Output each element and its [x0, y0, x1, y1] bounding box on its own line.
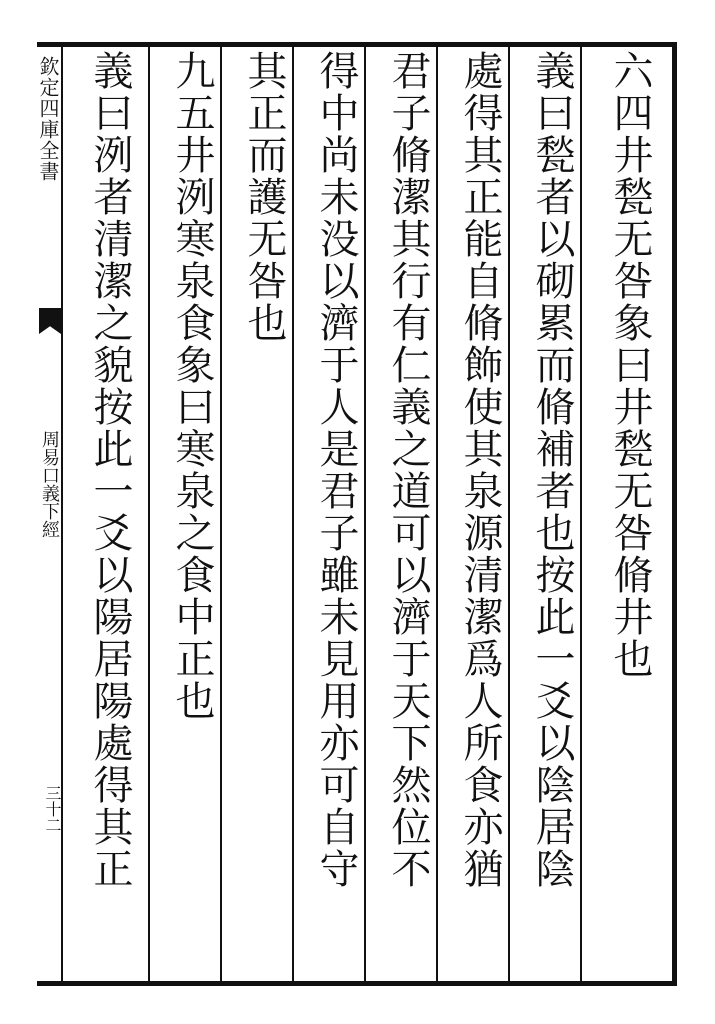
margin-section-title: 周易口義下經 — [39, 430, 60, 538]
text-column-2: 義曰甃者以砌累而脩補者也按此一爻以陰居陰 — [529, 50, 575, 890]
margin-page-number: 三十二 — [43, 785, 62, 833]
text-column-7: 九五井洌寒泉食象曰寒泉之食中正也 — [169, 50, 215, 722]
text-column-5: 得中尚未没以濟于人是君子雖未見用亦可自守 — [313, 50, 359, 890]
margin-book-title: 欽定四庫全書 — [36, 56, 60, 182]
text-column-8: 義曰洌者清潔之貌按此一爻以陽居陽處得其正 — [87, 50, 133, 890]
text-column-1: 六四井甃无咎象曰井甃无咎脩井也 — [607, 50, 653, 680]
text-column-3: 處得其正能自脩飾使其泉源清潔爲人所食亦猶 — [457, 50, 503, 890]
text-column-6: 其正而護无咎也 — [241, 50, 287, 344]
column-rule — [148, 42, 150, 986]
text-column-4: 君子脩潔其行有仁義之道可以濟于天下然位不 — [385, 50, 431, 890]
